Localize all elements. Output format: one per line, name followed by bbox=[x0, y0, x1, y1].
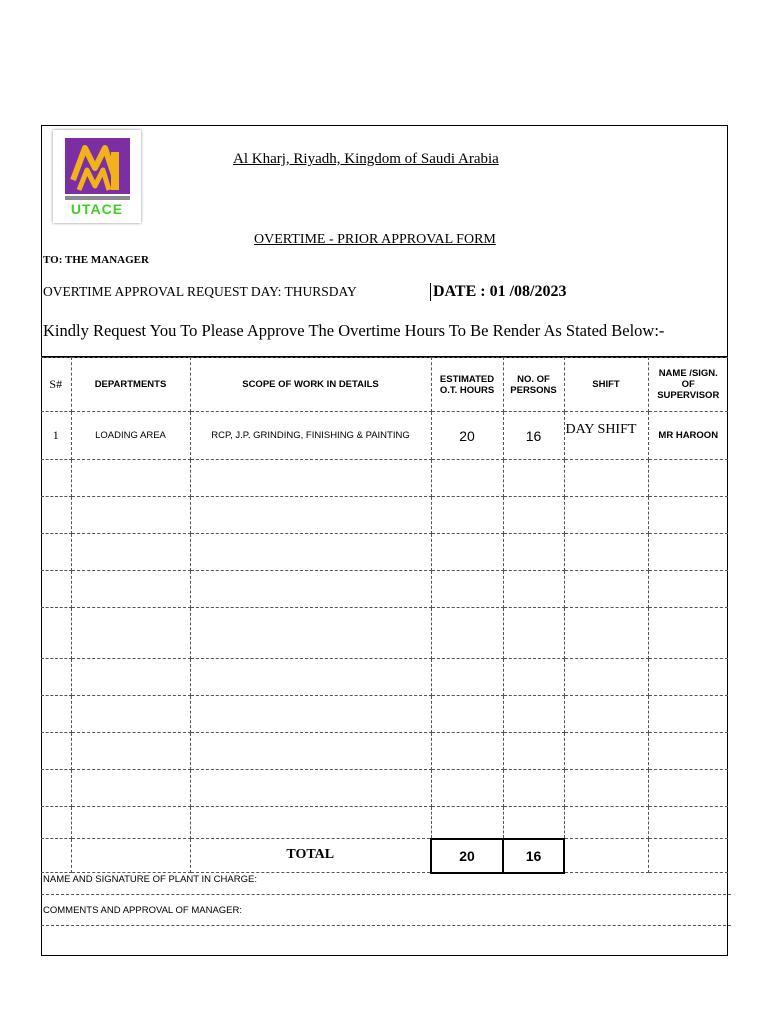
empty-cell[interactable] bbox=[431, 497, 503, 534]
empty-cell[interactable] bbox=[431, 696, 503, 733]
empty-cell[interactable] bbox=[41, 807, 71, 839]
table-header-row bbox=[41, 358, 728, 412]
empty-cell[interactable] bbox=[648, 807, 728, 839]
empty-cell[interactable] bbox=[41, 534, 71, 571]
empty-cell[interactable] bbox=[41, 497, 71, 534]
empty-cell[interactable] bbox=[190, 770, 431, 807]
header-hours-line2: O.T. HOURS bbox=[439, 384, 495, 396]
total-hours[interactable]: 20 bbox=[431, 839, 503, 873]
empty-cell[interactable] bbox=[503, 534, 564, 571]
logo-bar bbox=[65, 196, 130, 200]
empty-cell[interactable] bbox=[564, 696, 648, 733]
logo-text: UTACE bbox=[70, 201, 124, 217]
manager-approval-line[interactable] bbox=[41, 895, 731, 926]
row-hours[interactable]: 20 bbox=[431, 412, 503, 460]
header-supervisor-line2: OF bbox=[681, 379, 695, 390]
empty-cell[interactable] bbox=[503, 571, 564, 608]
row-supervisor[interactable]: MR HAROON bbox=[648, 412, 728, 460]
empty-cell[interactable] bbox=[648, 659, 728, 696]
empty-cell[interactable] bbox=[564, 608, 648, 659]
empty-cell[interactable] bbox=[41, 696, 71, 733]
table-row bbox=[41, 807, 728, 839]
empty-cell[interactable] bbox=[71, 733, 190, 770]
table-row bbox=[41, 696, 728, 733]
empty-cell[interactable] bbox=[41, 659, 71, 696]
empty-cell[interactable] bbox=[71, 807, 190, 839]
empty-cell[interactable] bbox=[190, 534, 431, 571]
header-supervisor bbox=[648, 358, 728, 412]
table-row bbox=[41, 412, 728, 460]
plant-incharge-label: NAME AND SIGNATURE OF PLANT IN CHARGE: bbox=[43, 874, 257, 885]
table-row bbox=[41, 497, 728, 534]
empty-cell[interactable] bbox=[190, 696, 431, 733]
empty-cell[interactable] bbox=[564, 571, 648, 608]
form-title: OVERTIME - PRIOR APPROVAL FORM bbox=[254, 232, 496, 247]
empty-cell[interactable] bbox=[71, 534, 190, 571]
empty-cell[interactable] bbox=[564, 807, 648, 839]
header-departments: DEPARTMENTS bbox=[71, 358, 190, 412]
empty-cell[interactable] bbox=[71, 608, 190, 659]
table-row bbox=[41, 534, 728, 571]
empty-cell[interactable] bbox=[564, 733, 648, 770]
empty-cell[interactable] bbox=[71, 659, 190, 696]
empty-cell[interactable] bbox=[41, 571, 71, 608]
addressee: TO: THE MANAGER bbox=[43, 254, 149, 266]
empty-cell[interactable] bbox=[431, 571, 503, 608]
logo-emblem-icon bbox=[65, 138, 130, 194]
empty-cell[interactable] bbox=[431, 807, 503, 839]
empty-cell[interactable] bbox=[190, 659, 431, 696]
empty-cell[interactable] bbox=[431, 659, 503, 696]
table-row bbox=[41, 733, 728, 770]
plant-incharge-line[interactable] bbox=[41, 864, 731, 895]
empty-cell[interactable] bbox=[503, 770, 564, 807]
header-hours bbox=[431, 358, 503, 412]
header-shift: SHIFT bbox=[564, 358, 648, 412]
empty-cell[interactable] bbox=[648, 770, 728, 807]
empty-cell[interactable] bbox=[431, 608, 503, 659]
company-logo bbox=[53, 130, 141, 223]
empty-cell[interactable] bbox=[564, 497, 648, 534]
empty-cell[interactable] bbox=[564, 534, 648, 571]
row-shift[interactable]: DAY SHIFT bbox=[564, 412, 648, 460]
empty-cell[interactable] bbox=[190, 571, 431, 608]
empty-cell[interactable] bbox=[564, 460, 648, 497]
row-sno[interactable]: 1 bbox=[41, 412, 71, 460]
empty-cell[interactable] bbox=[41, 733, 71, 770]
header-hours-line1: ESTIMATED bbox=[439, 373, 495, 385]
table-row bbox=[41, 608, 728, 659]
empty-cell[interactable] bbox=[41, 770, 71, 807]
table-row bbox=[41, 571, 728, 608]
empty-cell[interactable] bbox=[41, 608, 71, 659]
empty-cell[interactable] bbox=[648, 696, 728, 733]
manager-approval-label: COMMENTS AND APPROVAL OF MANAGER: bbox=[43, 905, 243, 916]
empty-cell[interactable] bbox=[190, 460, 431, 497]
header-persons-line1: NO. OF bbox=[517, 373, 550, 385]
empty-cell[interactable] bbox=[564, 659, 648, 696]
empty-cell[interactable] bbox=[71, 460, 190, 497]
empty-cell[interactable] bbox=[648, 460, 728, 497]
empty-cell[interactable] bbox=[71, 497, 190, 534]
intro-text: Kindly Request You To Please Approve The Overtime Hours To Be Render As Stated Below:- bbox=[43, 321, 665, 340]
empty-cell[interactable] bbox=[503, 460, 564, 497]
empty-cell[interactable] bbox=[190, 807, 431, 839]
empty-cell[interactable] bbox=[41, 460, 71, 497]
empty-cell[interactable] bbox=[503, 497, 564, 534]
empty-cell[interactable] bbox=[503, 733, 564, 770]
header-sno: S# bbox=[41, 358, 71, 412]
empty-cell[interactable] bbox=[648, 534, 728, 571]
empty-cell[interactable] bbox=[503, 807, 564, 839]
empty-cell[interactable] bbox=[431, 733, 503, 770]
company-location: Al Kharj, Riyadh, Kingdom of Saudi Arabia bbox=[233, 151, 499, 167]
table-row bbox=[41, 659, 728, 696]
empty-cell[interactable] bbox=[190, 608, 431, 659]
empty-cell[interactable] bbox=[71, 696, 190, 733]
empty-cell[interactable] bbox=[190, 733, 431, 770]
overtime-table bbox=[41, 357, 728, 874]
empty-cell[interactable] bbox=[431, 534, 503, 571]
empty-cell[interactable] bbox=[648, 497, 728, 534]
empty-cell[interactable] bbox=[503, 659, 564, 696]
empty-cell[interactable] bbox=[648, 571, 728, 608]
row-department[interactable]: LOADING AREA bbox=[71, 412, 190, 460]
request-day: OVERTIME APPROVAL REQUEST DAY: THURSDAY bbox=[43, 284, 357, 299]
form-date[interactable]: DATE : 01 /08/2023 bbox=[430, 283, 566, 301]
table-row bbox=[41, 770, 728, 807]
empty-cell[interactable] bbox=[190, 497, 431, 534]
empty-cell[interactable] bbox=[71, 571, 190, 608]
row-scope[interactable]: RCP, J.P. GRINDING, FINISHING & PAINTING bbox=[190, 412, 431, 460]
empty-cell[interactable] bbox=[503, 608, 564, 659]
header-persons-line2: PERSONS bbox=[510, 384, 557, 396]
header-supervisor-line3: SUPERVISOR bbox=[657, 390, 720, 401]
total-persons[interactable]: 16 bbox=[503, 839, 564, 873]
empty-cell[interactable] bbox=[431, 460, 503, 497]
header-scope: SCOPE OF WORK IN DETAILS bbox=[190, 358, 431, 412]
empty-cell[interactable] bbox=[431, 770, 503, 807]
empty-cell[interactable] bbox=[648, 733, 728, 770]
row-persons[interactable]: 16 bbox=[503, 412, 564, 460]
empty-cell[interactable] bbox=[503, 696, 564, 733]
empty-cell[interactable] bbox=[71, 770, 190, 807]
logo-mark bbox=[65, 138, 130, 194]
table-row bbox=[41, 460, 728, 497]
empty-cell[interactable] bbox=[648, 608, 728, 659]
header-supervisor-line1: NAME /SIGN. bbox=[658, 368, 718, 379]
header-persons bbox=[503, 358, 564, 412]
total-label: TOTAL bbox=[190, 839, 431, 873]
empty-cell[interactable] bbox=[564, 770, 648, 807]
